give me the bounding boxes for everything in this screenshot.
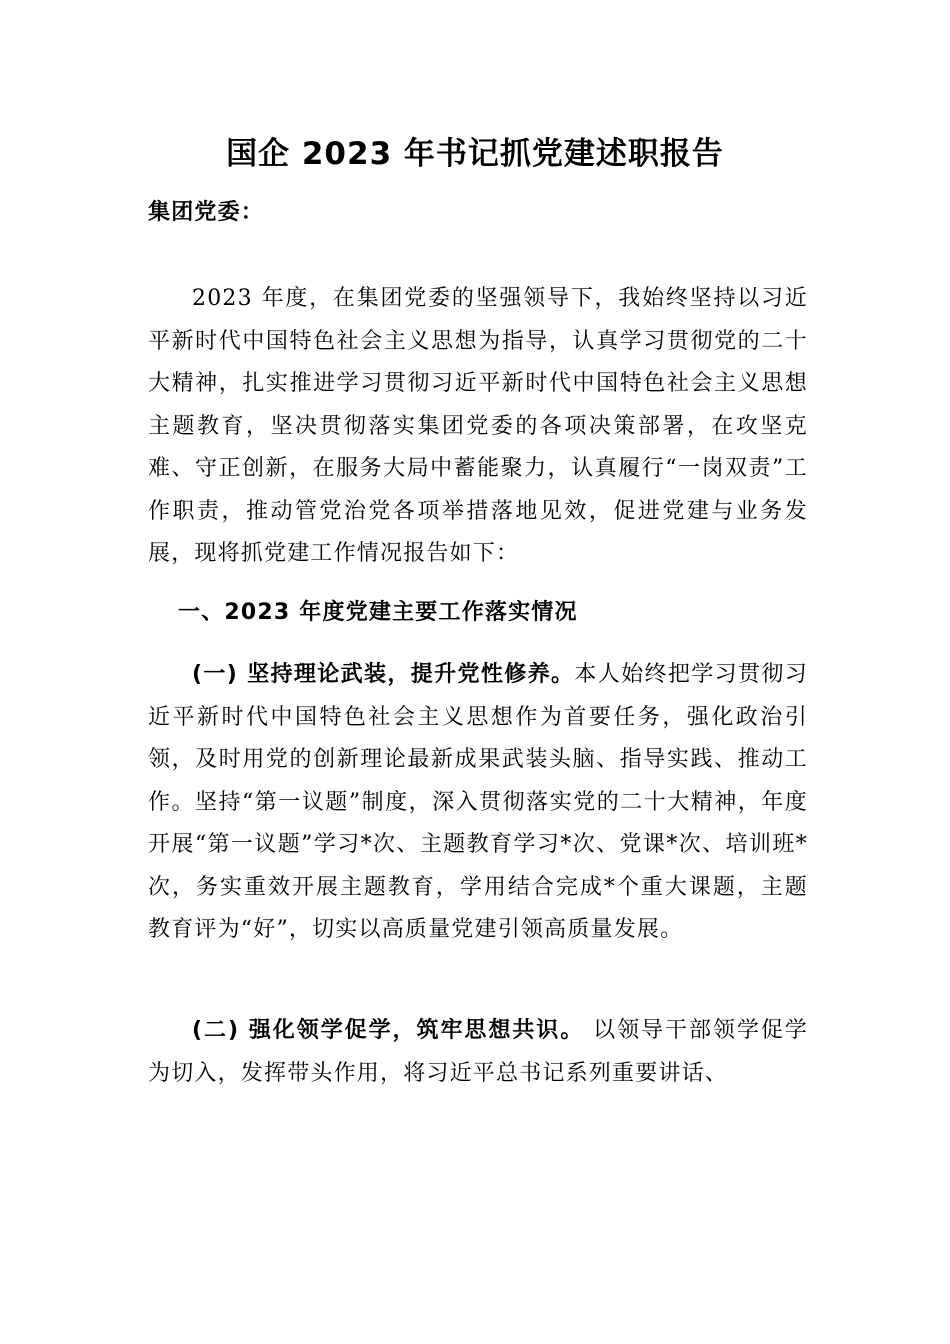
item-1-lead: (一) 坚持理论武装，提升党性修养。: [192, 662, 575, 687]
item-1-text: 本人始终把学习贯彻习近平新时代中国特色社会主义思想作为首要任务，强化政治引领，及时用党的创新理论最新成果武装头脑、指导实践、推动工作。坚持“第一议题”制度，深入贯彻落实党的二十大精神，年度开展“第一议题”学习*次、主题教育学习*次、党课*次、培训班*次，务实重效开展主题教育，学用结合完成*个重大课题，主题教育评为“好”，切实以高质量党建引领高质量发展。: [148, 662, 808, 942]
section-heading-1: 一、2023 年度党建主要工作落实情况: [178, 600, 578, 625]
item-2-lead: (二) 强化领学促学，筑牢思想共识。: [192, 1018, 585, 1043]
paragraph-item-2: [148, 1010, 808, 1095]
item-2-text: 以领导干部领学促学为切入，发挥带头作用，将习近平总书记系列重要讲话、: [148, 1018, 808, 1086]
paragraph-item-1: [148, 654, 808, 952]
intro-paragraph: 2023 年度，在集团党委的坚强领导下，我始终坚持以习近平新时代中国特色社会主义思想为指导，认真学习贯彻党的二十大精神，扎实推进学习贯彻习近平新时代中国特色社会主义思想主题教育，坚决贯彻落实集团党委的各项决策部署，在攻坚克难、守正创新，在服务大局中蓄能聚力，认真履行“一岗双责”工作职责，推动管党治党各项举措落地见效，促进党建与业务发展，现将抓党建工作情况报告如下：: [148, 286, 808, 566]
document-title: 国企 2023 年书记抓党建述职报告: [226, 136, 724, 172]
salutation: 集团党委：: [148, 200, 265, 225]
